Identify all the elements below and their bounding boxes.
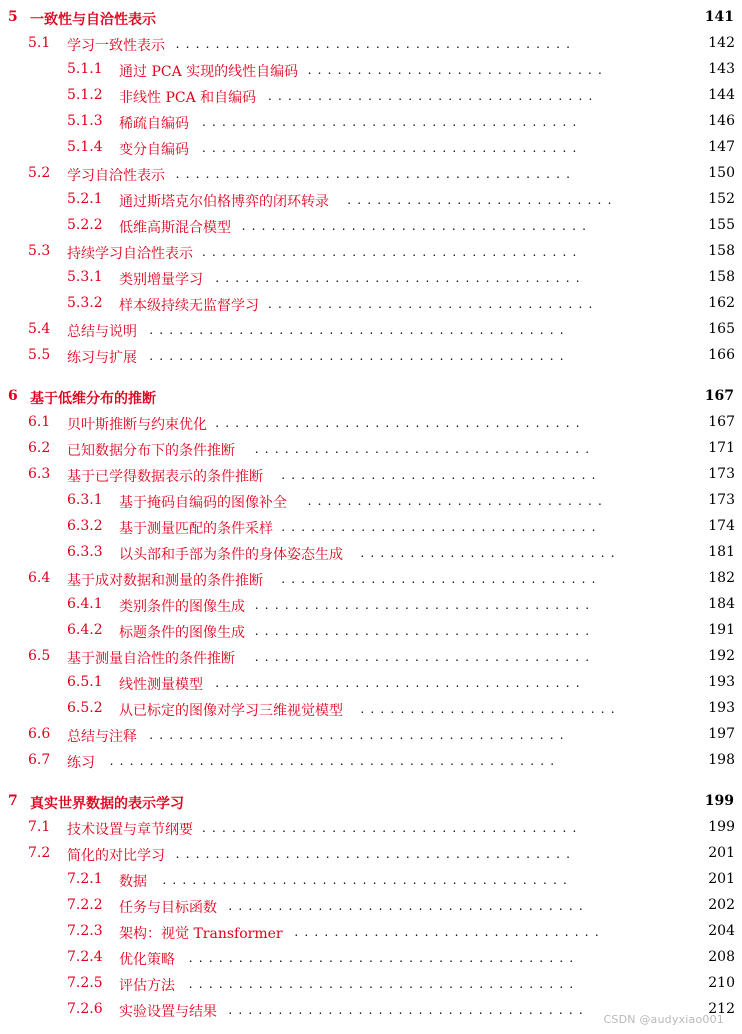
toc-entry-page[interactable]: 158 [708, 269, 735, 285]
toc-entry-number[interactable]: 5 [8, 9, 18, 25]
dot-leader: ...................................... [202, 141, 583, 155]
toc-entry-number[interactable]: 6.5.1 [67, 674, 103, 690]
toc-entry-number[interactable]: 6.7 [28, 752, 51, 768]
toc-entry-title[interactable]: 基于已学得数据表示的条件推断 [67, 469, 263, 485]
toc-entry-title[interactable]: 持续学习自洽性表示 [67, 246, 193, 262]
dot-leader: ............................... [294, 925, 605, 939]
toc-entry-page[interactable]: 208 [708, 949, 735, 965]
toc-entry-title[interactable]: 已知数据分布下的条件推断 [67, 443, 235, 459]
toc-entry-page[interactable]: 158 [708, 243, 735, 259]
toc-entry-title[interactable]: 数据 [119, 874, 147, 890]
toc-entry-title[interactable]: 基于低维分布的推断 [30, 391, 156, 407]
toc-entry-page[interactable]: 167 [704, 388, 734, 404]
toc-entry-page[interactable]: 150 [708, 165, 735, 181]
toc-subsection-row[interactable] [0, 109, 742, 133]
toc-subsection-row[interactable] [0, 540, 742, 564]
dot-leader: .................................. [254, 598, 596, 612]
toc-entry-number[interactable]: 6.4.2 [67, 622, 103, 638]
dot-leader: .......................... [360, 546, 621, 560]
toc-subsection-row[interactable] [0, 867, 742, 891]
toc-entry-title[interactable]: 简化的对比学习 [67, 848, 165, 864]
dot-leader: ......................................... [162, 873, 573, 887]
toc-entry-title[interactable]: 样本级持续无监督学习 [119, 298, 259, 314]
toc-section-row[interactable] [0, 436, 742, 460]
toc-subsection-row[interactable] [0, 488, 742, 512]
toc-entry-number[interactable]: 6.4 [28, 570, 51, 586]
toc-entry-page[interactable]: 152 [708, 191, 735, 207]
toc-entry-title[interactable]: 变分自编码 [119, 142, 189, 158]
toc-entry-page[interactable]: 201 [708, 871, 735, 887]
toc-entry-number[interactable]: 7.2.5 [67, 975, 103, 991]
toc-entry-title[interactable]: 总结与说明 [67, 324, 137, 340]
toc-entry-page[interactable]: 174 [708, 518, 735, 534]
toc-subsection-row[interactable] [0, 83, 742, 107]
toc-entry-title[interactable]: 标题条件的图像生成 [119, 625, 245, 641]
toc-entry-title[interactable]: 贝叶斯推断与约束优化 [67, 417, 207, 433]
dot-leader: ..................................... [215, 676, 586, 690]
toc-entry-page[interactable]: 182 [708, 570, 735, 586]
dot-leader: ................................. [268, 297, 599, 311]
toc-entry-page[interactable]: 162 [708, 295, 735, 311]
dot-leader: ................................. [268, 89, 599, 103]
dot-leader: .................................. [254, 650, 596, 664]
toc-entry-page[interactable]: 184 [708, 596, 735, 612]
toc-entry-number[interactable]: 5.1.2 [67, 87, 103, 103]
toc-entry-number[interactable]: 5.3.2 [67, 295, 103, 311]
dot-leader: .................................... [228, 899, 589, 913]
toc-entry-number[interactable]: 7.2 [28, 845, 51, 861]
toc-entry-page[interactable]: 202 [708, 897, 735, 913]
toc-subsection-row[interactable] [0, 592, 742, 616]
toc-section-row[interactable] [0, 410, 742, 434]
dot-leader: .......................... [360, 702, 621, 716]
toc-entry-page[interactable]: 146 [708, 113, 735, 129]
dot-leader: ............................................. [109, 754, 561, 768]
toc-chapter-row[interactable] [0, 789, 742, 813]
toc-entry-page[interactable]: 193 [708, 674, 735, 690]
toc-entry-title[interactable]: 线性测量模型 [119, 677, 203, 693]
dot-leader: ........................................ [175, 37, 577, 51]
toc-subsection-row[interactable] [0, 618, 742, 642]
toc-subsection-row[interactable] [0, 696, 742, 720]
toc-entry-number[interactable]: 6.4.1 [67, 596, 103, 612]
toc-entry-page[interactable]: 167 [708, 414, 735, 430]
toc-entry-number[interactable]: 5.4 [28, 321, 51, 337]
toc-section-row[interactable] [0, 748, 742, 772]
toc-entry-number[interactable]: 5.3 [28, 243, 51, 259]
dot-leader: ................................ [281, 468, 602, 482]
toc-entry-page[interactable]: 193 [708, 700, 735, 716]
toc-entry-number[interactable]: 7.2.1 [67, 871, 103, 887]
toc-entry-number[interactable]: 5.1.1 [67, 61, 103, 77]
dot-leader: .............................. [307, 63, 609, 77]
toc-entry-page[interactable]: 192 [708, 648, 735, 664]
toc-entry-number[interactable]: 5.2.2 [67, 217, 103, 233]
toc-subsection-row[interactable] [0, 57, 742, 81]
toc-section-row[interactable] [0, 31, 742, 55]
toc-entry-number[interactable]: 6.3.1 [67, 492, 103, 508]
toc-entry-number[interactable]: 5.1.4 [67, 139, 103, 155]
dot-leader: ...................................... [202, 821, 583, 835]
toc-entry-number[interactable]: 6.5.2 [67, 700, 103, 716]
toc-entry-page[interactable]: 198 [708, 752, 735, 768]
dot-leader: .................................. [254, 624, 596, 638]
toc-entry-page[interactable]: 181 [708, 544, 735, 560]
dot-leader: ........................................ [175, 847, 577, 861]
dot-leader: ..................................... [215, 271, 586, 285]
dot-leader: ..................................... [215, 416, 586, 430]
toc-entry-page[interactable]: 191 [708, 622, 735, 638]
toc-entry-title[interactable]: 通过斯塔克尔伯格博弈的闭环转录 [119, 194, 329, 210]
toc-entry-title[interactable]: 架构：视觉 Transformer [119, 926, 283, 942]
toc-section-row[interactable] [0, 841, 742, 865]
toc-section-row[interactable] [0, 644, 742, 668]
toc-entry-number[interactable]: 6.3 [28, 466, 51, 482]
toc-entry-page[interactable]: 155 [708, 217, 735, 233]
toc-entry-number[interactable]: 5.1 [28, 35, 51, 51]
toc-entry-title[interactable]: 总结与注释 [67, 729, 137, 745]
toc-subsection-row[interactable] [0, 919, 742, 943]
toc-entry-number[interactable]: 7.2.2 [67, 897, 103, 913]
toc-section-row[interactable] [0, 161, 742, 185]
toc-entry-title[interactable]: 通过 PCA 实现的线性自编码 [119, 64, 299, 80]
toc-subsection-row[interactable] [0, 893, 742, 917]
toc-entry-title[interactable]: 基于掩码自编码的图像补全 [119, 495, 287, 511]
toc-entry-number[interactable]: 5.1.3 [67, 113, 103, 129]
toc-entry-page[interactable]: 166 [708, 347, 735, 363]
toc-entry-page[interactable]: 197 [708, 726, 735, 742]
toc-entry-number[interactable]: 7.2.4 [67, 949, 103, 965]
dot-leader: .......................................... [149, 323, 570, 337]
toc-entry-page[interactable]: 201 [708, 845, 735, 861]
toc-entry-number[interactable]: 5.5 [28, 347, 51, 363]
toc-entry-number[interactable]: 7.2.6 [67, 1001, 103, 1017]
dot-leader: .................................... [228, 1003, 589, 1017]
toc-entry-page[interactable]: 173 [708, 492, 735, 508]
toc-entry-number[interactable]: 6.6 [28, 726, 51, 742]
toc-section-row[interactable] [0, 815, 742, 839]
toc-entry-title[interactable]: 练习 [67, 755, 95, 771]
dot-leader: ........................... [347, 193, 618, 207]
toc-entry-page[interactable]: 143 [708, 61, 735, 77]
toc-entry-page[interactable]: 173 [708, 466, 735, 482]
toc-entry-title[interactable]: 任务与目标函数 [119, 900, 217, 916]
toc-section-row[interactable] [0, 462, 742, 486]
toc-entry-title[interactable]: 技术设置与章节纲要 [67, 822, 193, 838]
toc-entry-title[interactable]: 非线性 PCA 和自编码 [119, 90, 257, 106]
toc-subsection-row[interactable] [0, 213, 742, 237]
toc-subsection-row[interactable] [0, 670, 742, 694]
dot-leader: ...................................... [202, 115, 583, 129]
toc-subsection-row[interactable] [0, 187, 742, 211]
dot-leader: ....................................... [188, 951, 580, 965]
toc-entry-number[interactable]: 6 [8, 388, 18, 404]
toc-subsection-row[interactable] [0, 291, 742, 315]
toc-subsection-row[interactable] [0, 514, 742, 538]
toc-entry-title[interactable]: 基于测量匹配的条件采样 [119, 521, 273, 537]
toc-entry-number[interactable]: 5.2.1 [67, 191, 103, 207]
toc-entry-page[interactable]: 171 [708, 440, 735, 456]
toc-entry-page[interactable]: 204 [708, 923, 735, 939]
toc-subsection-row[interactable] [0, 135, 742, 159]
toc-entry-title[interactable]: 评估方法 [119, 978, 175, 994]
dot-leader: ....................................... [188, 977, 580, 991]
toc-entry-page[interactable]: 210 [708, 975, 735, 991]
toc-entry-title[interactable]: 实验设置与结果 [119, 1004, 217, 1020]
toc-entry-page[interactable]: 199 [704, 793, 734, 809]
toc-entry-title[interactable]: 类别增量学习 [119, 272, 203, 288]
toc-entry-page[interactable]: 141 [704, 9, 734, 25]
dot-leader: .................................. [254, 442, 596, 456]
toc-entry-page[interactable]: 212 [708, 1001, 735, 1017]
toc-entry-title[interactable]: 学习自洽性表示 [67, 168, 165, 184]
dot-leader: .......................................... [149, 728, 570, 742]
toc-entry-title[interactable]: 低维高斯混合模型 [119, 220, 231, 236]
toc-entry-title[interactable]: 从已标定的图像对学习三维视觉模型 [119, 703, 343, 719]
toc-section-row[interactable] [0, 317, 742, 341]
watermark: CSDN @audyxiao001 [603, 1013, 724, 1026]
toc-entry-page[interactable]: 147 [708, 139, 735, 155]
toc-entry-title[interactable]: 稀疏自编码 [119, 116, 189, 132]
toc-subsection-row[interactable] [0, 265, 742, 289]
dot-leader: .......................................... [149, 349, 570, 363]
toc-entry-title[interactable]: 基于成对数据和测量的条件推断 [67, 573, 263, 589]
toc-chapter-row[interactable] [0, 384, 742, 408]
toc-entry-number[interactable]: 6.5 [28, 648, 51, 664]
toc-entry-title[interactable]: 真实世界数据的表示学习 [30, 796, 184, 812]
toc-entry-title[interactable]: 学习一致性表示 [67, 38, 165, 54]
toc-entry-number[interactable]: 6.2 [28, 440, 51, 456]
dot-leader: .............................. [307, 494, 609, 508]
toc-entry-title[interactable]: 一致性与自洽性表示 [30, 12, 156, 28]
dot-leader: ................................... [241, 219, 593, 233]
toc-entry-number[interactable]: 5.3.1 [67, 269, 103, 285]
toc-section-row[interactable] [0, 343, 742, 367]
toc-section-row[interactable] [0, 722, 742, 746]
toc-entry-page[interactable]: 142 [708, 35, 735, 51]
toc-entry-number[interactable]: 7 [8, 793, 18, 809]
dot-leader: ................................ [281, 572, 602, 586]
toc-entry-number[interactable]: 7.2.3 [67, 923, 103, 939]
toc-entry-number[interactable]: 6.1 [28, 414, 51, 430]
toc-chapter-row[interactable] [0, 5, 742, 29]
dot-leader: ........................................ [175, 167, 577, 181]
toc-entry-page[interactable]: 165 [708, 321, 735, 337]
toc-entry-number[interactable]: 6.3.2 [67, 518, 103, 534]
toc-entry-number[interactable]: 5.2 [28, 165, 51, 181]
toc-entry-number[interactable]: 6.3.3 [67, 544, 103, 560]
toc-entry-title[interactable]: 优化策略 [119, 952, 175, 968]
toc-entry-number[interactable]: 7.1 [28, 819, 51, 835]
toc-entry-title[interactable]: 练习与扩展 [67, 350, 137, 366]
toc-entry-page[interactable]: 144 [708, 87, 735, 103]
toc-entry-page[interactable]: 199 [708, 819, 735, 835]
toc-section-row[interactable] [0, 239, 742, 263]
toc-subsection-row[interactable] [0, 971, 742, 995]
toc-entry-title[interactable]: 类别条件的图像生成 [119, 599, 245, 615]
toc-section-row[interactable] [0, 566, 742, 590]
toc-subsection-row[interactable] [0, 945, 742, 969]
toc-entry-title[interactable]: 以头部和手部为条件的身体姿态生成 [119, 547, 343, 563]
toc-entry-title[interactable]: 基于测量自洽性的条件推断 [67, 651, 235, 667]
dot-leader: ...................................... [202, 245, 583, 259]
dot-leader: ................................ [281, 520, 602, 534]
